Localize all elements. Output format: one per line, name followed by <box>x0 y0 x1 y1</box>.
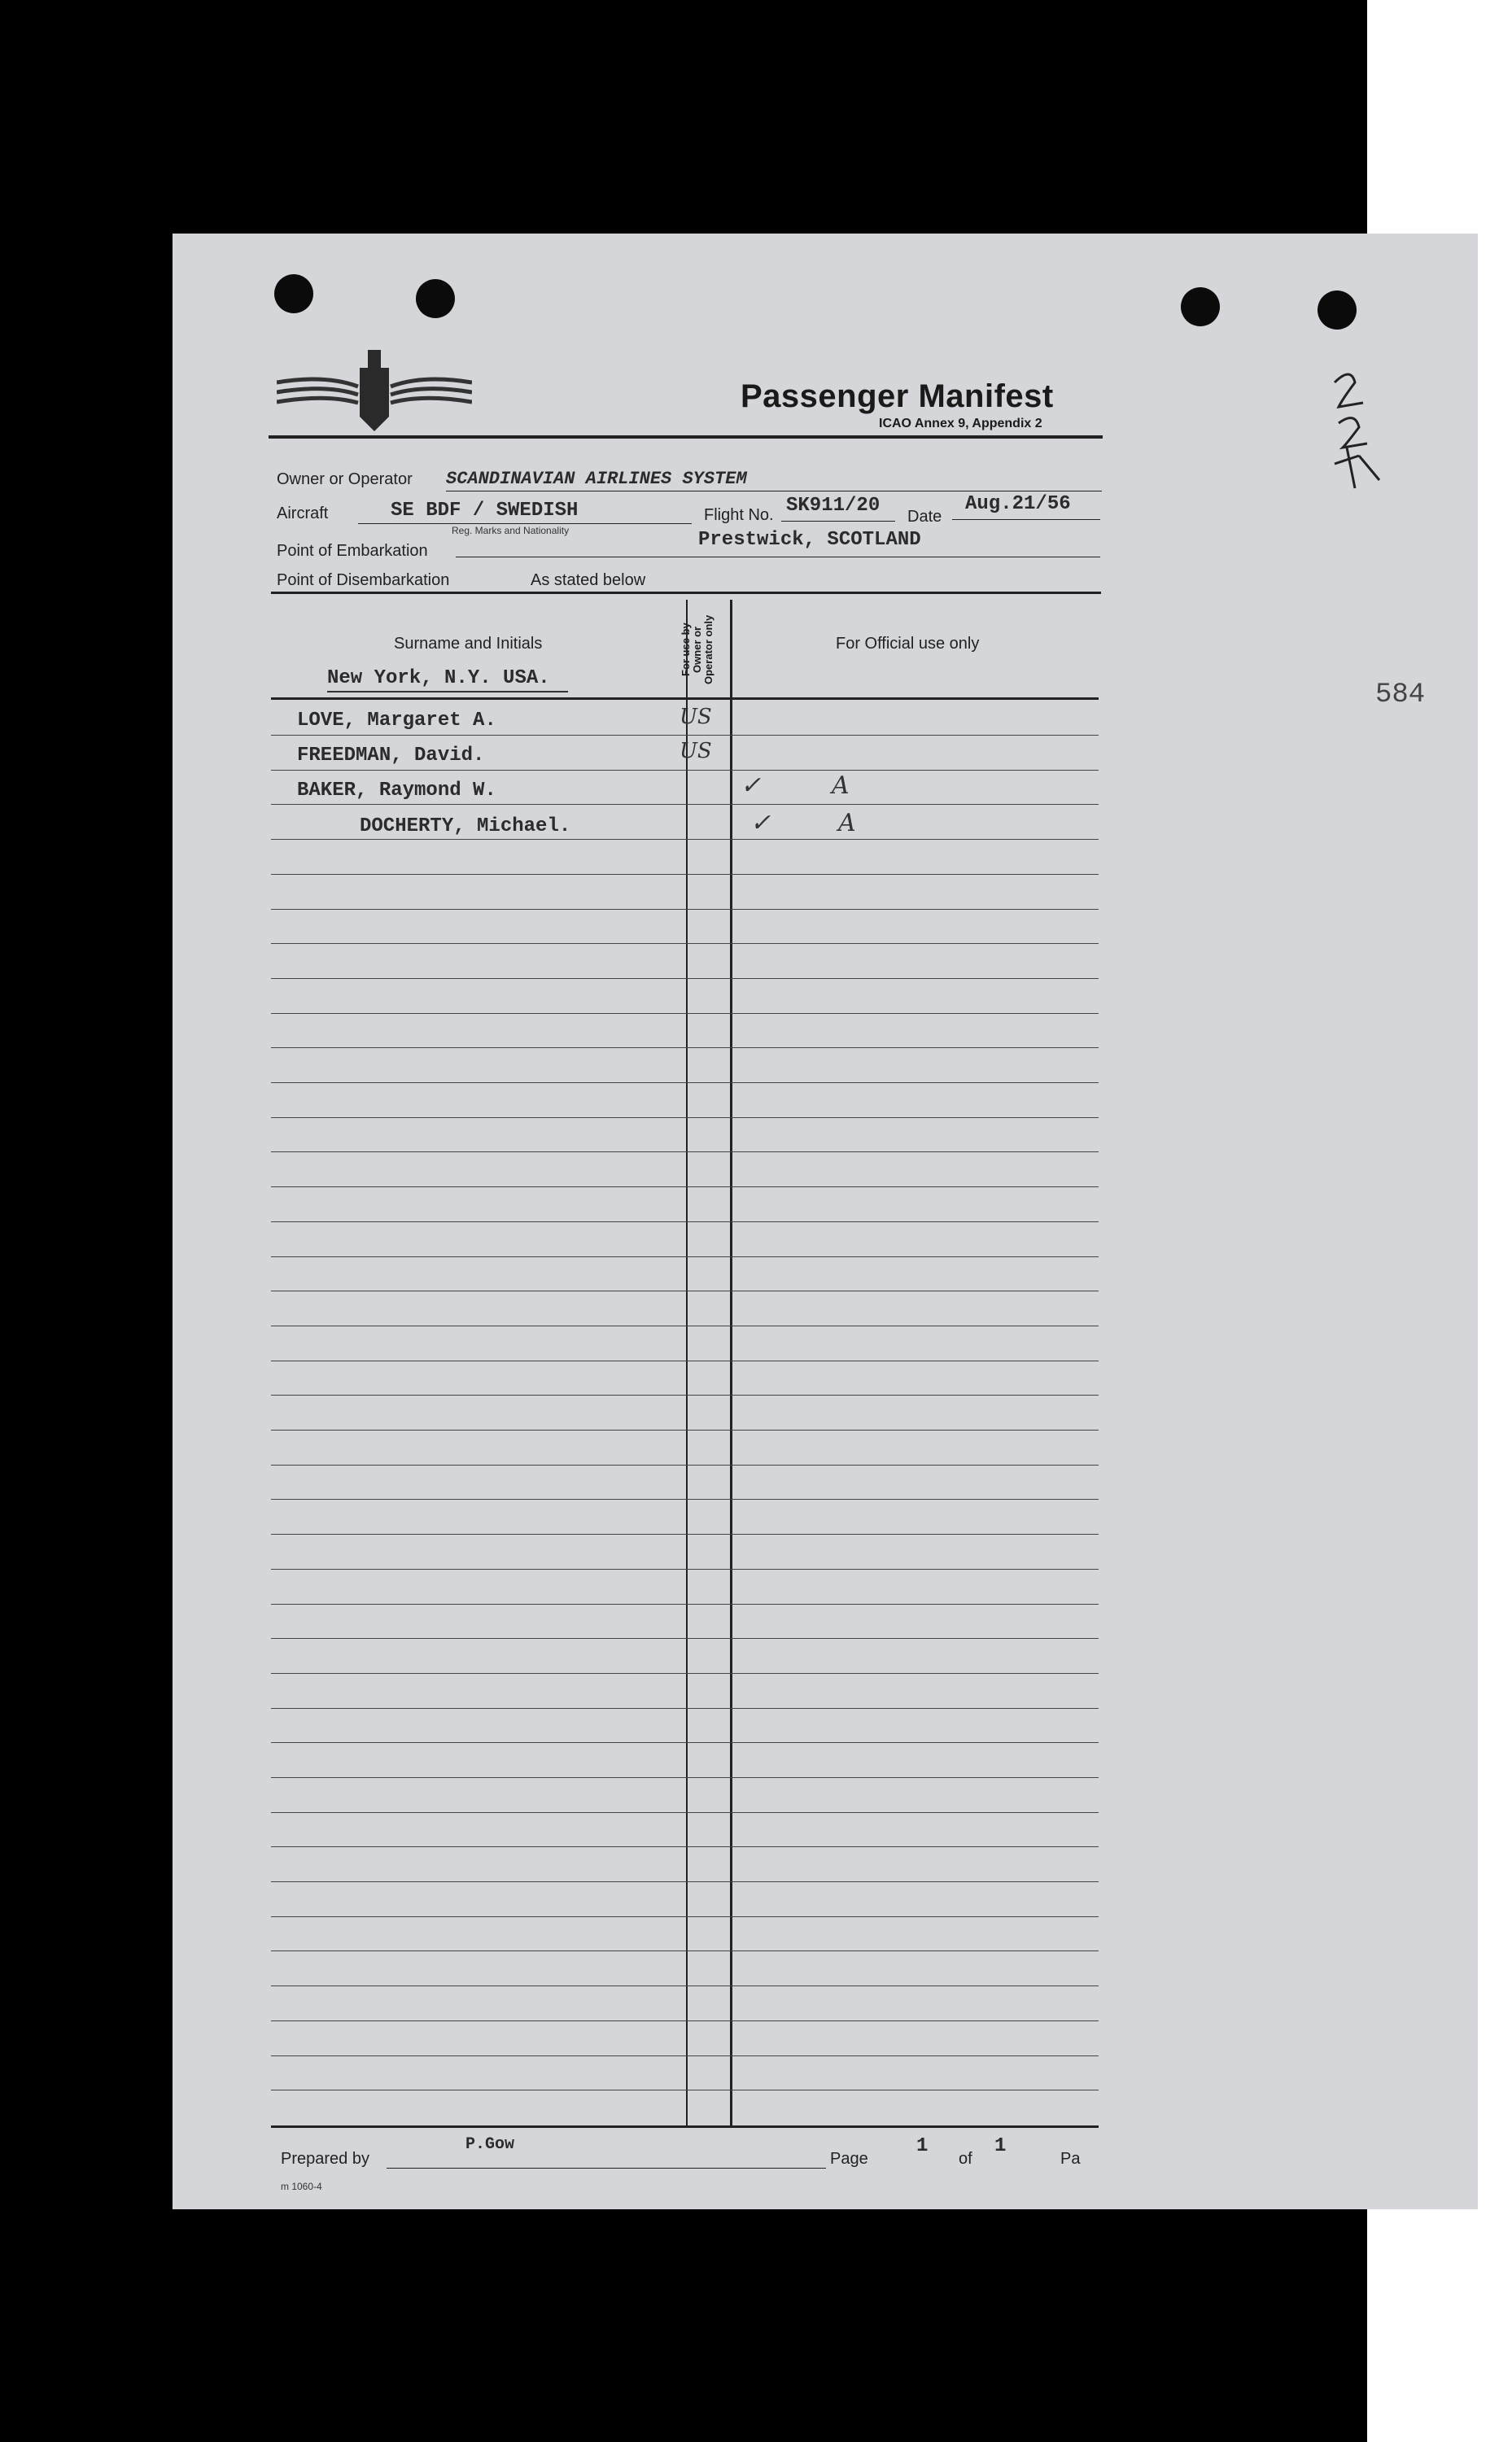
passenger-name: FREEDMAN, David. <box>297 745 485 767</box>
table-row-line <box>271 978 1099 979</box>
table-row-line <box>271 1742 1099 1743</box>
aircraft-value: SE BDF / SWEDISH <box>391 500 579 522</box>
form-subtitle: ICAO Annex 9, Appendix 2 <box>879 417 1042 430</box>
date-label: Date <box>907 508 942 526</box>
table-row-line <box>271 1569 1099 1570</box>
table-row-line <box>271 735 1099 736</box>
prepared-value: P.Gow <box>465 2135 515 2154</box>
date-rule <box>952 519 1100 520</box>
disembark-value: As stated below <box>531 571 646 589</box>
flight-value: SK911/20 <box>786 495 881 517</box>
operator-mark: US <box>680 739 712 763</box>
table-row-line <box>271 1812 1099 1813</box>
table-row-line <box>271 1777 1099 1778</box>
col-divider-left <box>686 600 688 2125</box>
table-header-rule <box>271 697 1099 700</box>
archive-stamp-number: 584 <box>1375 679 1426 710</box>
table-row-line <box>271 1534 1099 1535</box>
owner-label: Owner or Operator <box>277 470 413 488</box>
table-row-line <box>271 1499 1099 1500</box>
passenger-name: DOCHERTY, Michael. <box>360 815 571 837</box>
prepared-label: Prepared by <box>281 2150 369 2168</box>
punch-hole <box>274 274 313 313</box>
embark-label: Point of Embarkation <box>277 542 428 560</box>
page-value: 1 <box>916 2135 929 2157</box>
table-row-line <box>271 1916 1099 1917</box>
header-bottom-rule <box>271 592 1101 594</box>
title-rule <box>269 435 1103 439</box>
date-value: Aug.21/56 <box>965 493 1071 515</box>
table-row-line <box>271 2020 1099 2021</box>
table-bottom-rule <box>271 2125 1099 2128</box>
col-header-official: For Official use only <box>836 635 980 653</box>
aircraft-rule <box>358 523 692 524</box>
table-row-line <box>271 1082 1099 1083</box>
table-row-line <box>271 943 1099 944</box>
prepared-rule <box>387 2168 826 2169</box>
table-row-line <box>271 2055 1099 2056</box>
passenger-name: BAKER, Raymond W. <box>297 780 496 802</box>
destination-underline <box>327 691 568 692</box>
table-row-line <box>271 909 1099 910</box>
airline-logo <box>277 350 472 431</box>
table-row-line <box>271 804 1099 805</box>
disembark-label: Point of Disembarkation <box>277 571 450 589</box>
table-row-line <box>271 1117 1099 1118</box>
table-row-line <box>271 1673 1099 1674</box>
passenger-name: LOVE, Margaret A. <box>297 710 496 732</box>
table-row-line <box>271 1638 1099 1639</box>
of-value: 1 <box>994 2135 1007 2157</box>
form-title: Passenger Manifest <box>741 378 1054 414</box>
pages-label: Pa <box>1060 2150 1081 2168</box>
table-row-line <box>271 1151 1099 1152</box>
table-row-line <box>271 1846 1099 1847</box>
aircraft-label: Aircraft <box>277 505 329 522</box>
table-row-line <box>271 839 1099 840</box>
table-row-line <box>271 1708 1099 1709</box>
table-row-line <box>271 1985 1099 1986</box>
table-row-line <box>271 1604 1099 1605</box>
page-label: Page <box>830 2150 868 2168</box>
punch-hole <box>1318 291 1357 330</box>
col-header-operator: Owner or Operator only <box>691 614 714 684</box>
punch-hole <box>416 279 455 318</box>
col-header-name: Surname and Initials <box>394 635 543 653</box>
owner-value: SCANDINAVIAN AIRLINES SYSTEM <box>446 469 747 489</box>
table-row-line <box>271 1881 1099 1882</box>
col-divider-right <box>730 600 732 2125</box>
official-mark: A <box>832 771 850 800</box>
operator-mark: US <box>680 705 712 729</box>
official-check: ✓ <box>750 809 771 837</box>
table-row-line <box>271 1013 1099 1014</box>
table-row-line <box>271 1221 1099 1222</box>
flight-rule <box>781 521 895 522</box>
table-row-line <box>271 874 1099 875</box>
destination: New York, N.Y. USA. <box>327 667 550 689</box>
reg-note: Reg. Marks and Nationality <box>452 525 570 536</box>
table-row-line <box>271 1047 1099 1048</box>
table-row-line <box>271 1256 1099 1257</box>
embark-value: Prestwick, SCOTLAND <box>698 529 921 551</box>
table-row-line <box>271 770 1099 771</box>
table-row-line <box>271 1465 1099 1466</box>
form-code: m 1060-4 <box>281 2181 322 2192</box>
flight-label: Flight No. <box>704 506 774 524</box>
punch-hole <box>1181 287 1220 326</box>
table-row-line <box>271 1186 1099 1187</box>
table-row-line <box>271 1395 1099 1396</box>
of-label: of <box>959 2150 972 2168</box>
official-mark: A <box>838 809 856 837</box>
official-check: ✓ <box>741 771 762 800</box>
margin-note-handwriting <box>1326 366 1392 496</box>
table-row-line <box>271 1430 1099 1431</box>
